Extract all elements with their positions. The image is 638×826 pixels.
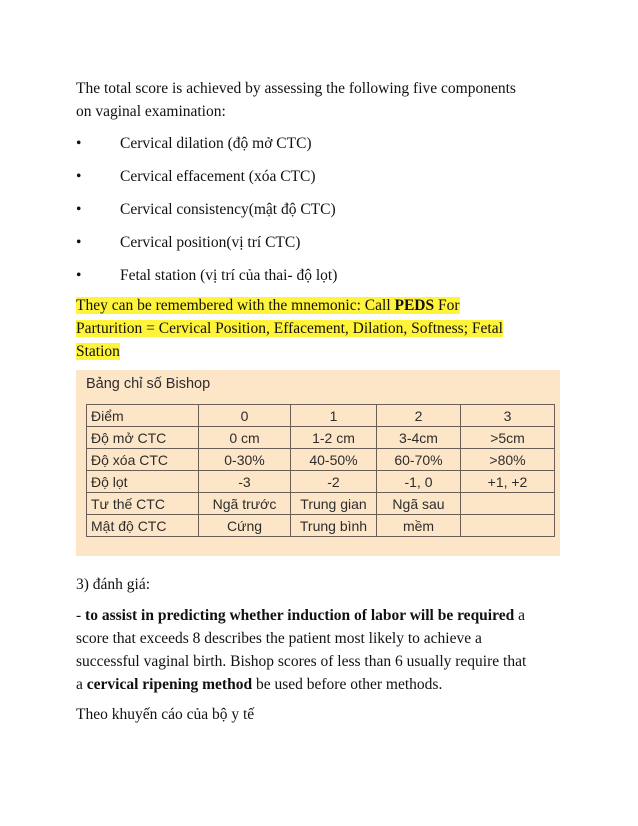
table-cell: +1, +2 <box>461 471 555 493</box>
table-row-label: Độ lọt <box>87 471 199 493</box>
table-header-cell: Điểm <box>87 405 199 427</box>
mnemonic-paragraph <box>76 294 566 363</box>
table-header-row <box>87 405 555 427</box>
table-row <box>87 471 555 493</box>
bullet-icon: • <box>76 135 82 152</box>
mnemonic-line-2: Parturition = Cervical Position, Effacement, Dilation, Softness; Fetal <box>76 320 503 337</box>
table-row <box>87 515 555 537</box>
mnemonic-line-1 <box>76 297 460 314</box>
table-row-label: Độ mở CTC <box>87 427 199 449</box>
table-cell: 1-2 cm <box>291 427 377 449</box>
bullet-icon: • <box>76 234 82 251</box>
paragraph-text: be used before other methods. <box>252 676 443 693</box>
table-cell: 40-50% <box>291 449 377 471</box>
bullet-text: Fetal station (vị trí của thai- độ lọt) <box>120 267 338 284</box>
table-header-cell: 1 <box>291 405 377 427</box>
mnemonic-peds: PEDS <box>394 297 435 314</box>
mnemonic-text: They can be remembered with the mnemonic: Call <box>76 297 395 314</box>
table-row <box>87 427 555 449</box>
table-cell: -3 <box>199 471 291 493</box>
bullet-icon: • <box>76 201 82 218</box>
table-header-cell: 2 <box>377 405 461 427</box>
table-row-label: Độ xóa CTC <box>87 449 199 471</box>
table-row <box>87 449 555 471</box>
bullet-text: Cervical dilation (độ mở CTC) <box>120 135 312 152</box>
table-cell: 0-30% <box>199 449 291 471</box>
table-header-cell: 0 <box>199 405 291 427</box>
table-cell: -2 <box>291 471 377 493</box>
bishop-table-title: Bảng chỉ số Bishop <box>86 376 211 392</box>
assessment-paragraph <box>76 604 566 696</box>
table-cell: Ngã sau <box>377 493 461 515</box>
closing-line: Theo khuyến cáo của bộ y tế <box>76 706 255 723</box>
table-row-label: Tư thế CTC <box>87 493 199 515</box>
bishop-score-table-image <box>76 370 560 556</box>
paragraph-line: successful vaginal birth. Bishop scores of less than 6 usually require that <box>76 653 527 670</box>
table-cell <box>461 515 555 537</box>
bullet-icon: • <box>76 267 82 284</box>
intro-paragraph <box>76 77 566 123</box>
paragraph-text: a <box>76 676 87 693</box>
mnemonic-line-3: Station <box>76 343 120 360</box>
table-cell: 3-4cm <box>377 427 461 449</box>
table-header-cell: 3 <box>461 405 555 427</box>
table-cell: Ngã trước <box>199 493 291 515</box>
bullet-text: Cervical position(vị trí CTC) <box>120 234 301 251</box>
table-cell: 0 cm <box>199 427 291 449</box>
table-row-label: Mật độ CTC <box>87 515 199 537</box>
intro-line-1: The total score is achieved by assessing the following five components <box>76 80 516 97</box>
bold-phrase: to assist in predicting whether induction of labor will be required <box>85 607 515 624</box>
table-cell: >80% <box>461 449 555 471</box>
intro-line-2: on vaginal examination: <box>76 103 226 120</box>
bold-phrase: cervical ripening method <box>86 676 253 693</box>
mnemonic-text: For <box>434 297 460 314</box>
table-cell: Trung bình <box>291 515 377 537</box>
paragraph-text: a <box>514 607 525 624</box>
bullet-text: Cervical effacement (xóa CTC) <box>120 168 316 185</box>
table-cell <box>461 493 555 515</box>
section-heading: 3) đánh giá: <box>76 576 151 593</box>
bishop-table <box>86 404 555 537</box>
table-cell: mềm <box>377 515 461 537</box>
table-cell: 60-70% <box>377 449 461 471</box>
table-cell: >5cm <box>461 427 555 449</box>
table-cell: -1, 0 <box>377 471 461 493</box>
table-row <box>87 493 555 515</box>
paragraph-line: score that exceeds 8 describes the patient most likely to achieve a <box>76 630 482 647</box>
bullet-icon: • <box>76 168 82 185</box>
bullet-text: Cervical consistency(mật độ CTC) <box>120 201 336 218</box>
table-cell: Trung gian <box>291 493 377 515</box>
dash-text: - <box>76 607 86 624</box>
table-cell: Cứng <box>199 515 291 537</box>
